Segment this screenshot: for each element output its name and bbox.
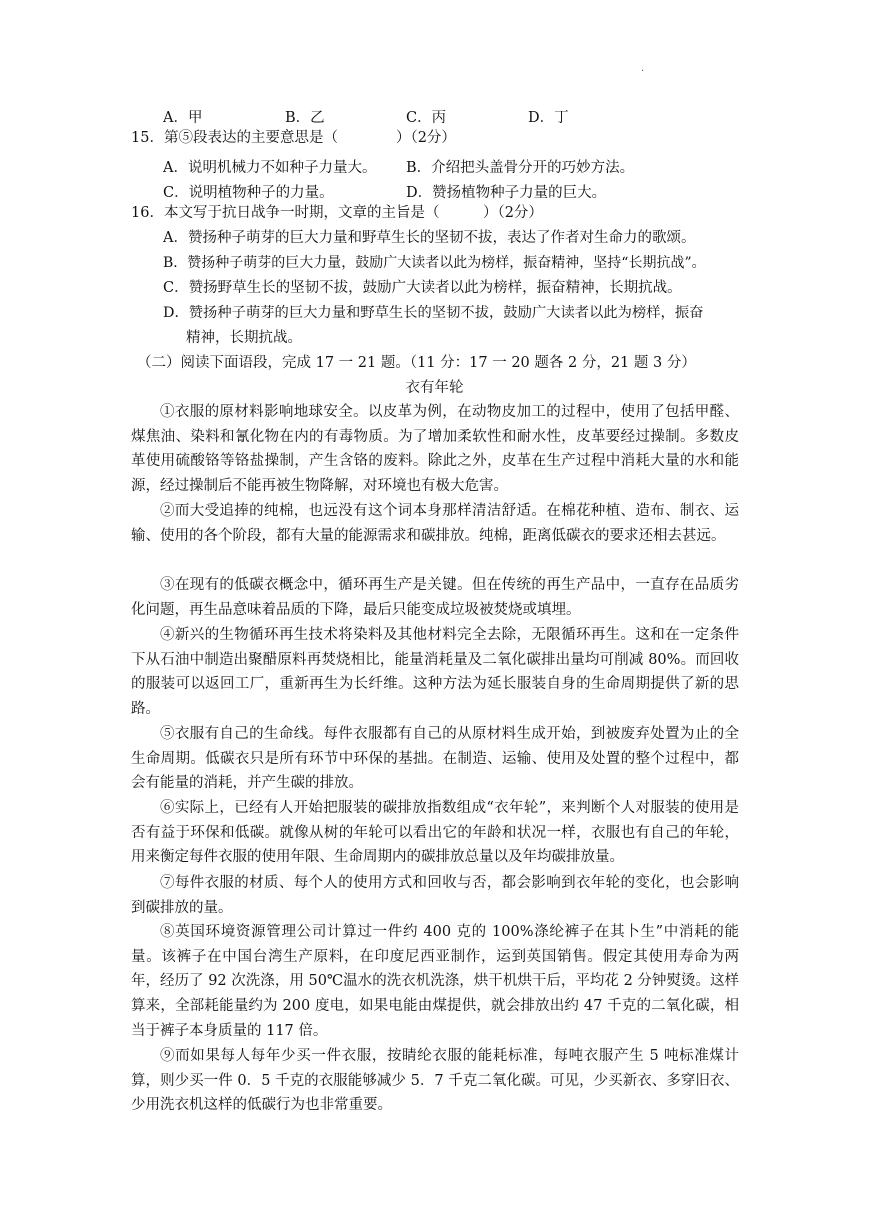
section-heading: （二）阅读下面语段，完成 17 一 21 题。（11 分：17 一 20 题各 2 分，21 题 3 分） [137, 355, 696, 371]
q15-option-b: B．介绍把头盖骨分开的巧妙方法。 [406, 160, 635, 176]
q15-stem: 15．第⑤段表达的主要意思是（ ）（2分） [131, 130, 456, 146]
q16-option-d-line2: 精神，长期抗战。 [186, 330, 302, 346]
q16-option-c: C．赞扬野草生长的坚韧不拔，鼓励广大读者以此为榜样，振奋精神，长期抗战。 [163, 280, 682, 296]
q14-option-d: D．丁 [528, 110, 569, 126]
q16-option-b: B．赞扬种子萌芽的巨大力量，鼓励广大读者以此为榜样，振奋精神，坚持“长期抗战”。 [163, 255, 706, 271]
page-mark: · [641, 66, 645, 77]
paragraph-6: ⑥实际上，已经有人开始把服装的碳排放指数组成“衣年轮”，来判断个人对服装的使用是否有益于环保和低碳。就像从树的年轮可以看出它的年龄和状况一样，衣服也有自己的年轮，用来衡定每件衣服的使用年限、生命周期内的碳排放总量以及年均碳排放量。 [131, 800, 739, 866]
q16-stem: 16．本文写于抗日战争一时期，文章的主旨是（ ）（2分） [131, 205, 543, 221]
q14-option-a: A．甲 [163, 110, 203, 126]
paragraph-4: ④新兴的生物循环再生技术将染料及其他材料完全去除，无限循环再生。这和在一定条件下从石油中制造出聚醋原料再焚烧相比，能量消耗量及二氧化碳排出量均可削减 80%。而回收的服装可以返回工厂，重新再生为长纤维。这种方法为延长服装自身的生命周期提供了新的思路。 [131, 627, 739, 718]
paragraph-3: ③在现有的低碳衣概念中，循环再生产是关键。但在传统的再生产品中，一直存在品质劣化问题，再生品意味着品质的下降，最后只能变成垃圾被焚烧或填埋。 [131, 577, 739, 618]
q14-option-c: C．丙 [406, 110, 447, 126]
paragraph-8: ⑧英国环境资源管理公司计算过一件约 400 克的 100%涤纶裤子在其卜生”中消耗的能量。该裤子在中国台湾生产原料，在印度尼西亚制作，运到英国销售。假定其使用寿命为两年，经历了 92 次洗涤，用 50℃温水的洗衣机洗涤，烘干机烘干后，平均花 2 分钟熨烫。这样算来，全部耗能量约为 200 度电，如果电能由煤提供，就会排放出约 47 千克的二氧化碳，相当于裤子本身质量的 117 倍。 [131, 924, 739, 1039]
q15-option-a: A．说明机械力不如种子力量大。 [163, 160, 377, 176]
article-title: 衣有年轮 [405, 380, 464, 396]
q16-option-a: A．赞扬种子萌芽的巨大力量和野草生长的坚韧不拔，表达了作者对生命力的歌颂。 [163, 230, 696, 246]
paragraph-9: ⑨而如果每人每年少买一件衣服，按睛纶衣服的能耗标准，每吨衣服产生 5 吨标准煤计算，则少买一件 0．5 千克的衣服能够减少 5．7 千克二氧化碳。可见，少买新衣、多穿旧衣、少用洗衣机这样的低碳行为也非常重要。 [131, 1048, 739, 1114]
paragraph-5: ⑤衣服有自己的生命线。每件衣服都有自己的从原材料生成开始，到被废弃处置为止的全生命周期。低碳衣只是所有环节中环保的基拙。在制造、运输、使用及处置的整个过程中，都会有能量的消耗，并产生碳的排放。 [131, 726, 739, 792]
q15-option-c: C．说明植物种子的力量。 [163, 185, 334, 201]
q14-option-b: B．乙 [285, 110, 325, 126]
paragraph-1: ①衣服的原材料影响地球安全。以皮革为例，在动物皮加工的过程中，使用了包括甲醛、煤焦油、染料和氰化物在内的有毒物质。为了增加柔软性和耐水性，皮革要经过操制。多数皮革使用硫酸铬等铬盐操制，产生含铬的废料。除此之外，皮革在生产过程中消耗大量的水和能源，经过操制后不能再被生物降解，对环境也有极大危害。 [131, 404, 739, 495]
q16-option-d-line1: D．赞扬种子萌芽的巨大力量和野草生长的坚韧不拔，鼓励广大读者以此为榜样，振奋 [163, 305, 704, 321]
paragraph-2: ②而大受追捧的纯棉，也远没有这个词本身那样清洁舒适。在棉花种植、造布、制衣、运输、使用的各个阶段，都有大量的能源需求和碳排放。纯棉，距离低碳衣的要求还相去甚远。 [131, 503, 739, 544]
paragraph-7: ⑦每件衣服的材质、每个人的使用方式和回收与否，都会影响到衣年轮的变化，也会影响到碳排放的量。 [131, 875, 739, 916]
q15-option-d: D．赞扬植物种子力量的巨大。 [406, 185, 607, 201]
